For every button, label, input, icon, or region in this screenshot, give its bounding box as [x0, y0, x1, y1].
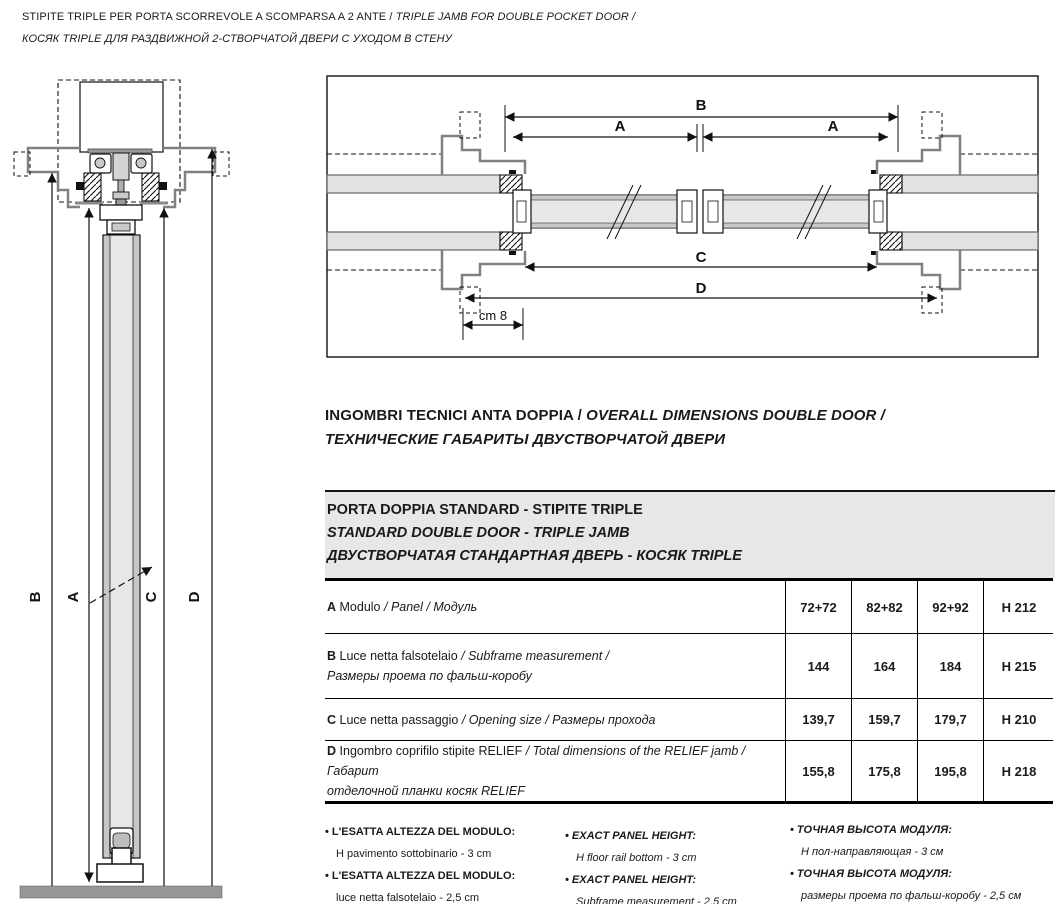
table-row-b [325, 633, 1053, 698]
dim-label-cm8: cm 8 [478, 308, 508, 323]
footnotes-italian [325, 822, 555, 904]
footnote-item: • ТОЧНАЯ ВЫСОТА МОДУЛЯ: Н пол-направляющая - 3 см [790, 820, 1054, 863]
table-heading-line1: PORTA DOPPIA STANDARD - STIPITE TRIPLE [327, 502, 643, 518]
table-heading-line2: STANDARD DOUBLE DOOR - TRIPLE JAMB [327, 525, 630, 541]
footnote-item: • L'ESATTA ALTEZZA DEL MODULO: luce netta falsotelaio - 2,5 cm [325, 866, 555, 904]
table-heading [325, 490, 1055, 578]
row-d-height: H 218 [983, 741, 1054, 801]
dim-label-d: D [186, 591, 203, 603]
page-title-line1: STIPITE TRIPLE PER PORTA SCORREVOLE A SCOMPARSA A 2 ANTE / TRIPLE JAMB FOR DOUBLE POCKET DOOR / [22, 11, 636, 23]
row-b-label: B Luce netta falsotelaio / Subframe measurement / Размеры проема по фальш-коробу [327, 649, 610, 683]
row-a-label: A Modulo / Panel / Модуль [327, 600, 478, 614]
panel-top-profile [100, 205, 142, 234]
footnotes-english [565, 826, 783, 904]
floor-slab [20, 886, 222, 898]
dim-label-c-plan: C [695, 249, 707, 266]
table-row-c [325, 698, 1053, 740]
dimensions-table [325, 578, 1053, 804]
row-d-value-3: 195,8 [917, 741, 983, 801]
row-c-label: C Luce netta passaggio / Opening size / Размеры прохода [327, 712, 656, 727]
row-b-value-2: 164 [851, 634, 917, 698]
page-title [22, 6, 635, 50]
row-c-value-1: 139,7 [785, 699, 851, 740]
table-row-d [325, 740, 1053, 801]
dim-label-c: C [143, 591, 160, 603]
row-b-value-3: 184 [917, 634, 983, 698]
dim-label-a: A [65, 591, 82, 603]
footnote-item: • EXACT PANEL HEIGHT: Subframe measurement - 2.5 cm [565, 870, 783, 904]
row-b-height: H 215 [983, 634, 1054, 698]
row-a-height: H 212 [983, 581, 1054, 633]
dim-label-a-right: A [827, 118, 839, 135]
door-panel-section [90, 235, 152, 858]
overall-dimensions-heading-line1: INGOMBRI TECNICI ANTA DOPPIA / OVERALL DIMENSIONS DOUBLE DOOR / [325, 407, 885, 424]
plan-drawing [325, 74, 1042, 360]
page-title-line2: КОСЯК TRIPLE ДЛЯ РАЗДВИЖНОЙ 2-СТВОРЧАТОЙ ДВЕРИ С УХОДОМ В СТЕНУ [22, 33, 452, 45]
row-a-value-2: 82+82 [851, 581, 917, 633]
row-c-height: H 210 [983, 699, 1054, 740]
dim-label-b: B [27, 591, 44, 603]
row-c-value-2: 159,7 [851, 699, 917, 740]
overall-dimensions-heading-line2: ТЕХНИЧЕСКИЕ ГАБАРИТЫ ДВУСТВОРЧАТОЙ ДВЕРИ [325, 431, 726, 448]
row-c-value-3: 179,7 [917, 699, 983, 740]
footnote-item: • EXACT PANEL HEIGHT: H floor rail bottom - 3 cm [565, 826, 783, 869]
row-d-value-1: 155,8 [785, 741, 851, 801]
footnote-item: • L'ESATTA ALTEZZA DEL MODULO: H pavimento sottobinario - 3 cm [325, 822, 555, 865]
vertical-section-drawing [0, 70, 240, 900]
footnote-item: • ТОЧНАЯ ВЫСОТА МОДУЛЯ: размеры проема по фальш-коробу - 2,5 см [790, 864, 1054, 904]
row-b-value-1: 144 [785, 634, 851, 698]
overall-dimensions-heading [325, 404, 1053, 452]
row-a-value-1: 72+72 [785, 581, 851, 633]
row-d-value-2: 175,8 [851, 741, 917, 801]
row-a-value-3: 92+92 [917, 581, 983, 633]
table-heading-line3: ДВУСТВОРЧАТАЯ СТАНДАРТНАЯ ДВЕРЬ - КОСЯК TRIPLE [327, 548, 742, 564]
table-row-a [325, 581, 1053, 633]
dim-label-a-left: A [614, 118, 626, 135]
footnotes-russian [790, 820, 1054, 904]
row-d-label: D Ingombro coprifilo stipite RELIEF / Total dimensions of the RELIEF jamb / Габарит отделочной планки косяк RELIEF [327, 744, 746, 798]
dim-label-d-plan: D [695, 280, 707, 297]
dim-label-b-plan: B [695, 97, 707, 114]
